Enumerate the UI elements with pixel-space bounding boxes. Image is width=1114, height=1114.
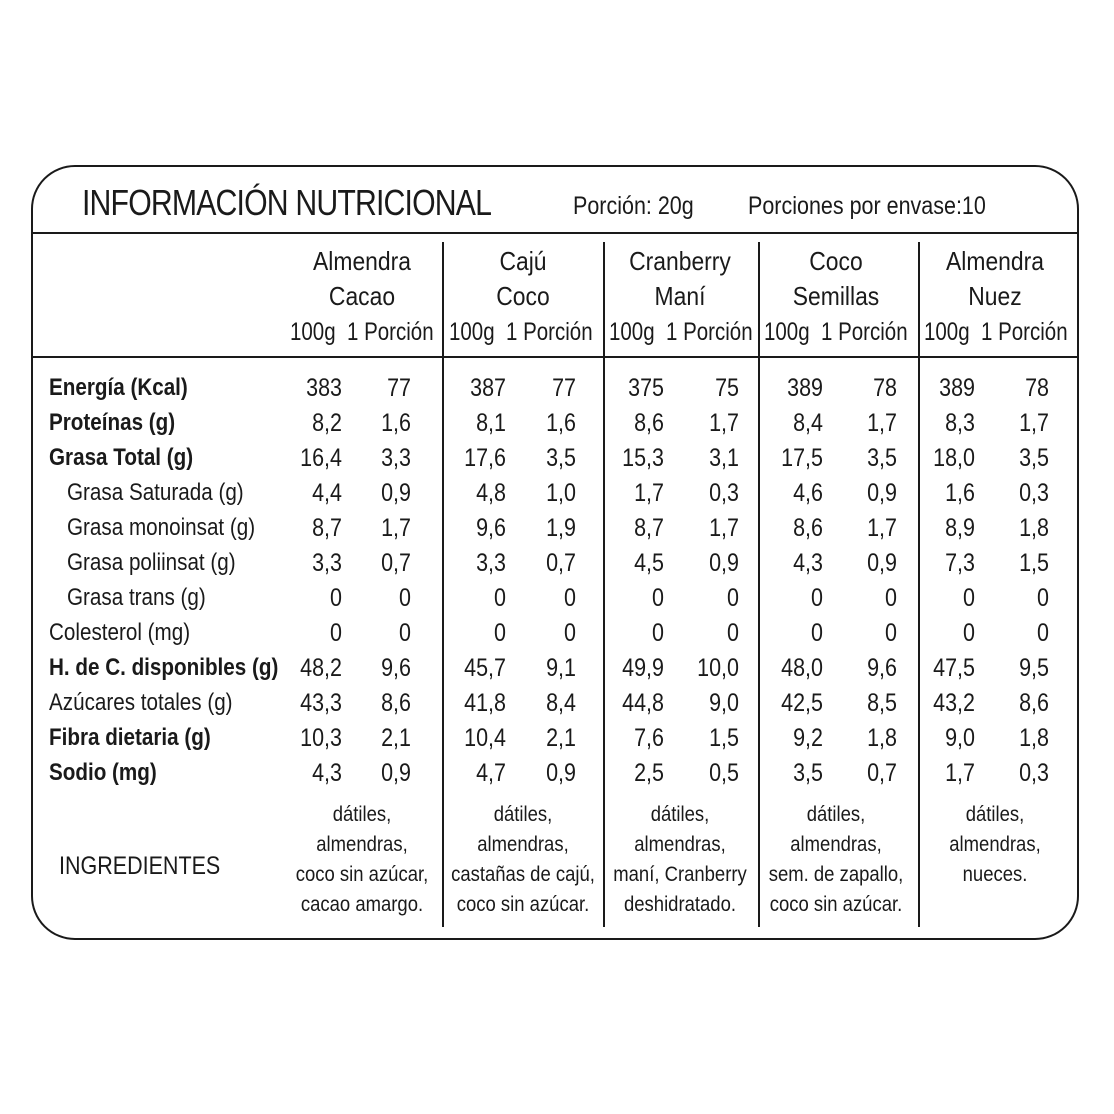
- column-divider: [918, 242, 920, 927]
- value-portion: 1,7: [1019, 409, 1049, 437]
- value-portion: 1,7: [867, 409, 897, 437]
- value-100g: 8,6: [793, 514, 823, 542]
- value-100g: 7,6: [634, 724, 664, 752]
- value-100g: 1,7: [945, 759, 975, 787]
- value-100g: 8,3: [945, 409, 975, 437]
- ingredients-line: deshidratado.: [623, 893, 736, 916]
- nutrient-label: Grasa poliinsat (g): [67, 549, 236, 576]
- value-portion: 0: [885, 584, 897, 612]
- value-portion: 1,7: [381, 514, 411, 542]
- value-portion: 78: [1025, 374, 1049, 402]
- column-header-portion: 1 Porción: [981, 318, 1068, 346]
- label-title: INFORMACIÓN NUTRICIONAL: [82, 182, 492, 223]
- ingredients-line: castañas de cajú,: [451, 863, 595, 886]
- ingredients-line: almendras,: [634, 833, 726, 856]
- ingredients-list: [923, 800, 1067, 890]
- ingredients-line: cacao amargo.: [300, 893, 424, 916]
- servings-per-pack: Porciones por envase:10: [748, 192, 986, 220]
- column-header-100g: 100g: [924, 318, 970, 346]
- product-name-line2: Maní: [654, 281, 706, 311]
- value-100g: 4,6: [793, 479, 823, 507]
- value-portion: 1,9: [546, 514, 576, 542]
- value-100g: 8,2: [312, 409, 342, 437]
- value-portion: 0,7: [546, 549, 576, 577]
- ingredients-list: [608, 800, 752, 920]
- product-name-line1: Coco: [809, 246, 863, 276]
- nutrient-label: Colesterol (mg): [49, 619, 191, 646]
- value-100g: 3,3: [312, 549, 342, 577]
- value-portion: 3,5: [1019, 444, 1049, 472]
- value-portion: 8,6: [381, 689, 411, 717]
- ingredients-label: INGREDIENTES: [59, 852, 221, 880]
- product-name-line2: Coco: [496, 281, 550, 311]
- value-portion: 9,1: [546, 654, 576, 682]
- value-100g: 0: [963, 619, 975, 647]
- value-100g: 0: [811, 619, 823, 647]
- ingredients-line: coco sin azúcar.: [456, 893, 590, 916]
- value-100g: 9,0: [945, 724, 975, 752]
- value-100g: 16,4: [300, 444, 342, 472]
- product-name-line2: Nuez: [968, 281, 1022, 311]
- value-portion: 0,9: [867, 479, 897, 507]
- value-portion: 0,7: [381, 549, 411, 577]
- value-portion: 0: [564, 584, 576, 612]
- column-header-portion: 1 Porción: [821, 318, 908, 346]
- value-100g: 0: [963, 584, 975, 612]
- value-portion: 1,6: [546, 409, 576, 437]
- value-100g: 15,3: [622, 444, 664, 472]
- nutrient-label: Sodio (mg): [49, 759, 157, 786]
- nutrient-label: Energía (Kcal): [49, 374, 188, 401]
- value-100g: 49,9: [622, 654, 664, 682]
- value-100g: 0: [652, 619, 664, 647]
- value-portion: 0,7: [867, 759, 897, 787]
- nutrient-label: Grasa Saturada (g): [67, 479, 244, 506]
- value-portion: 10,0: [697, 654, 739, 682]
- value-portion: 8,6: [1019, 689, 1049, 717]
- ingredients-list: [290, 800, 434, 920]
- column-divider: [442, 242, 444, 927]
- value-portion: 0,3: [1019, 479, 1049, 507]
- column-header-100g: 100g: [609, 318, 655, 346]
- ingredients-line: dátiles,: [806, 803, 866, 826]
- ingredients-line: nueces.: [962, 863, 1028, 886]
- value-100g: 383: [306, 374, 342, 402]
- value-100g: 8,7: [312, 514, 342, 542]
- value-portion: 9,0: [709, 689, 739, 717]
- product-name: [292, 244, 433, 314]
- ingredients-line: almendras,: [790, 833, 882, 856]
- value-100g: 2,5: [634, 759, 664, 787]
- value-portion: 1,8: [1019, 724, 1049, 752]
- product-name: [453, 244, 594, 314]
- value-portion: 1,5: [1019, 549, 1049, 577]
- value-100g: 8,1: [476, 409, 506, 437]
- ingredients-line: dátiles,: [650, 803, 710, 826]
- product-name-line1: Almendra: [946, 246, 1044, 276]
- value-100g: 9,6: [476, 514, 506, 542]
- value-portion: 77: [552, 374, 576, 402]
- value-100g: 4,4: [312, 479, 342, 507]
- value-portion: 1,7: [709, 409, 739, 437]
- value-portion: 1,5: [709, 724, 739, 752]
- value-portion: 0,3: [709, 479, 739, 507]
- value-100g: 10,4: [464, 724, 506, 752]
- value-portion: 3,5: [867, 444, 897, 472]
- ingredients-list: [764, 800, 908, 920]
- ingredients-line: coco sin azúcar,: [295, 863, 429, 886]
- value-100g: 0: [652, 584, 664, 612]
- serving-size: Porción: 20g: [573, 192, 694, 220]
- value-portion: 0,9: [546, 759, 576, 787]
- value-100g: 4,8: [476, 479, 506, 507]
- value-100g: 18,0: [933, 444, 975, 472]
- value-100g: 4,5: [634, 549, 664, 577]
- value-portion: 0: [727, 584, 739, 612]
- column-header-100g: 100g: [449, 318, 495, 346]
- value-portion: 3,5: [546, 444, 576, 472]
- value-100g: 4,3: [793, 549, 823, 577]
- value-portion: 2,1: [546, 724, 576, 752]
- value-portion: 9,5: [1019, 654, 1049, 682]
- value-portion: 75: [715, 374, 739, 402]
- value-portion: 1,8: [1019, 514, 1049, 542]
- value-100g: 4,7: [476, 759, 506, 787]
- value-100g: 44,8: [622, 689, 664, 717]
- value-100g: 0: [494, 584, 506, 612]
- value-100g: 47,5: [933, 654, 975, 682]
- product-name: [766, 244, 907, 314]
- column-header-100g: 100g: [290, 318, 336, 346]
- value-100g: 41,8: [464, 689, 506, 717]
- ingredients-line: maní, Cranberry: [613, 863, 747, 886]
- value-100g: 8,7: [634, 514, 664, 542]
- value-portion: 0,9: [381, 479, 411, 507]
- product-name: [610, 244, 751, 314]
- column-header-portion: 1 Porción: [506, 318, 593, 346]
- columns-divider: [32, 356, 1078, 358]
- value-100g: 45,7: [464, 654, 506, 682]
- value-100g: 10,3: [300, 724, 342, 752]
- value-100g: 387: [470, 374, 506, 402]
- value-100g: 42,5: [781, 689, 823, 717]
- value-100g: 389: [939, 374, 975, 402]
- value-100g: 17,6: [464, 444, 506, 472]
- value-100g: 3,5: [793, 759, 823, 787]
- value-portion: 0: [564, 619, 576, 647]
- column-header-portion: 1 Porción: [347, 318, 434, 346]
- value-portion: 2,1: [381, 724, 411, 752]
- nutrient-label: Grasa monoinsat (g): [67, 514, 256, 541]
- value-portion: 0: [727, 619, 739, 647]
- value-100g: 0: [330, 584, 342, 612]
- value-100g: 8,6: [634, 409, 664, 437]
- value-portion: 0,3: [1019, 759, 1049, 787]
- value-100g: 7,3: [945, 549, 975, 577]
- value-portion: 1,8: [867, 724, 897, 752]
- ingredients-line: almendras,: [949, 833, 1041, 856]
- value-100g: 48,0: [781, 654, 823, 682]
- value-100g: 0: [494, 619, 506, 647]
- value-portion: 0,5: [709, 759, 739, 787]
- product-name-line2: Semillas: [792, 281, 880, 311]
- ingredients-line: coco sin azúcar.: [769, 893, 903, 916]
- column-header-portion: 1 Porción: [666, 318, 753, 346]
- value-100g: 4,3: [312, 759, 342, 787]
- value-portion: 1,6: [381, 409, 411, 437]
- ingredients-line: dátiles,: [493, 803, 553, 826]
- value-portion: 1,0: [546, 479, 576, 507]
- value-portion: 9,6: [867, 654, 897, 682]
- value-100g: 48,2: [300, 654, 342, 682]
- value-100g: 1,7: [634, 479, 664, 507]
- ingredients-line: sem. de zapallo,: [768, 863, 904, 886]
- value-portion: 0: [399, 619, 411, 647]
- value-portion: 0: [885, 619, 897, 647]
- product-name-line1: Almendra: [313, 246, 411, 276]
- value-portion: 77: [387, 374, 411, 402]
- value-100g: 3,3: [476, 549, 506, 577]
- value-100g: 43,3: [300, 689, 342, 717]
- column-header-100g: 100g: [764, 318, 810, 346]
- value-portion: 1,7: [867, 514, 897, 542]
- product-name: [925, 244, 1066, 314]
- product-name-line1: Cranberry: [629, 246, 731, 276]
- value-portion: 0: [1037, 584, 1049, 612]
- value-portion: 78: [873, 374, 897, 402]
- value-100g: 8,9: [945, 514, 975, 542]
- value-portion: 8,5: [867, 689, 897, 717]
- nutrient-label: Grasa Total (g): [49, 444, 194, 471]
- value-portion: 3,1: [709, 444, 739, 472]
- ingredients-line: dátiles,: [332, 803, 392, 826]
- value-100g: 8,4: [793, 409, 823, 437]
- value-portion: 3,3: [381, 444, 411, 472]
- value-100g: 389: [787, 374, 823, 402]
- value-100g: 0: [811, 584, 823, 612]
- value-100g: 0: [330, 619, 342, 647]
- value-100g: 43,2: [933, 689, 975, 717]
- value-100g: 9,2: [793, 724, 823, 752]
- value-portion: 1,7: [709, 514, 739, 542]
- value-portion: 0: [399, 584, 411, 612]
- value-100g: 1,6: [945, 479, 975, 507]
- nutrient-label: H. de C. disponibles (g): [49, 654, 279, 681]
- value-portion: 0,9: [867, 549, 897, 577]
- nutrient-label: Proteínas (g): [49, 409, 176, 436]
- nutrient-label: Fibra dietaria (g): [49, 724, 211, 751]
- value-portion: 9,6: [381, 654, 411, 682]
- product-name-line1: Cajú: [499, 246, 547, 276]
- value-portion: 0,9: [381, 759, 411, 787]
- value-100g: 375: [628, 374, 664, 402]
- ingredients-line: almendras,: [316, 833, 408, 856]
- value-portion: 0: [1037, 619, 1049, 647]
- column-divider: [603, 242, 605, 927]
- nutrient-label: Grasa trans (g): [67, 584, 206, 611]
- value-portion: 8,4: [546, 689, 576, 717]
- value-100g: 17,5: [781, 444, 823, 472]
- value-portion: 0,9: [709, 549, 739, 577]
- ingredients-list: [451, 800, 595, 920]
- column-divider: [758, 242, 760, 927]
- header-divider: [32, 232, 1078, 234]
- ingredients-line: dátiles,: [965, 803, 1025, 826]
- ingredients-line: almendras,: [477, 833, 569, 856]
- nutrient-label: Azúcares totales (g): [49, 689, 233, 716]
- product-name-line2: Cacao: [328, 281, 396, 311]
